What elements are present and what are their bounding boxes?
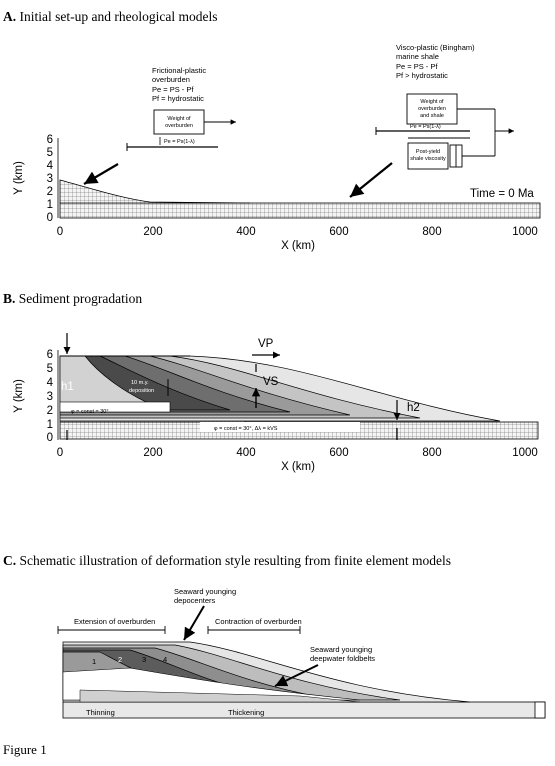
x-tick: 800 <box>422 447 442 459</box>
panel-a-shale-layer <box>60 203 540 218</box>
panel-c-foldbelts: Seaward younging <box>310 645 373 654</box>
svg-text:overburden: overburden <box>165 123 193 129</box>
x-tick: 600 <box>329 447 349 459</box>
x-tick: 200 <box>143 447 163 459</box>
panel-a-y-ticks <box>47 134 54 224</box>
x-tick: 800 <box>422 226 442 238</box>
panel-a-x-ticks <box>57 226 538 238</box>
panel-a-overburden-annotation <box>152 66 206 103</box>
svg-text:Frictional-plastic: Frictional-plastic <box>152 66 207 75</box>
svg-text:deposition: deposition <box>129 388 155 394</box>
panel-a-wedge-arrow <box>84 164 118 184</box>
y-tick: 3 <box>46 173 53 185</box>
svg-text:marine shale: marine shale <box>396 52 439 61</box>
svg-text:overburden: overburden <box>152 75 190 84</box>
panel-c-contraction: Contraction of overburden <box>215 617 302 626</box>
x-tick: 200 <box>143 226 163 238</box>
svg-text:10 m.y.: 10 m.y. <box>131 380 149 386</box>
svg-text:Post-yield: Post-yield <box>415 149 441 155</box>
y-tick: 4 <box>46 377 53 389</box>
svg-text:deepwater foldbelts: deepwater foldbelts <box>310 654 376 663</box>
svg-text:Pf = hydrostatic: Pf = hydrostatic <box>152 94 204 103</box>
panel-c-depocenters: Seaward younging <box>174 587 237 596</box>
panel-b-y-ticks <box>47 349 54 444</box>
x-tick: 1000 <box>512 226 538 238</box>
panel-b-h1: h1 <box>61 381 74 393</box>
svg-text:Pe = Ps(1-λ): Pe = Ps(1-λ) <box>164 139 195 145</box>
y-tick: 0 <box>46 432 53 444</box>
svg-text:Pe = PS - Pf: Pe = PS - Pf <box>396 62 438 71</box>
panel-c-thinning: Thinning <box>86 708 115 717</box>
x-tick: 0 <box>56 226 64 238</box>
panel-b-plot <box>13 333 538 473</box>
x-tick: 400 <box>236 447 256 459</box>
y-tick: 5 <box>46 363 53 375</box>
svg-text:overburden: overburden <box>418 106 446 112</box>
svg-text:and shale: and shale <box>420 113 444 119</box>
panel-a-shale-annotation <box>396 43 475 80</box>
panel-c-thickening: Thickening <box>228 708 265 717</box>
svg-text:Pe = Ps(1-λ): Pe = Ps(1-λ) <box>410 124 441 130</box>
svg-text:Weight of: Weight of <box>167 116 191 122</box>
figure-label: Figure 1 <box>3 742 47 757</box>
panel-a-title: A. Initial set-up and rheological models <box>3 9 218 24</box>
y-tick: 5 <box>46 147 53 159</box>
svg-text:2: 2 <box>118 655 123 664</box>
panel-a-shale-arrow <box>350 163 392 197</box>
panel-a-time-label: Time = 0 Ma <box>470 188 534 200</box>
svg-text:3: 3 <box>142 655 147 664</box>
svg-text:shale viscosity: shale viscosity <box>410 156 446 162</box>
svg-text:Weight of: Weight of <box>420 99 444 105</box>
y-tick: 6 <box>46 134 53 146</box>
y-tick: 1 <box>46 419 53 431</box>
y-tick: 1 <box>46 199 53 211</box>
panel-b-vp: VP <box>258 338 274 350</box>
y-tick: 2 <box>46 405 53 417</box>
panel-a-weight-box <box>154 110 204 134</box>
panel-b-vs: VS <box>263 376 279 388</box>
y-tick: 0 <box>46 212 53 224</box>
panel-a-plot <box>13 43 540 252</box>
svg-text:Visco-plastic (Bingham): Visco-plastic (Bingham) <box>396 43 475 52</box>
svg-text:depocenters: depocenters <box>174 596 216 605</box>
svg-text:Pf > hydrostatic: Pf > hydrostatic <box>396 71 448 80</box>
panel-b-x-label: X (km) <box>281 461 315 473</box>
panel-b-phi2: φ = const = 30°, Δλ = kVS <box>214 426 278 432</box>
panel-c-extension: Extension of overburden <box>74 617 156 626</box>
x-tick: 600 <box>329 226 349 238</box>
panel-c-schematic <box>58 587 545 718</box>
panel-c-title: C. Schematic illustration of deformation style resulting from finite element models <box>3 553 452 568</box>
panel-a-y-label: Y (km) <box>13 161 25 195</box>
panel-a-x-label: X (km) <box>281 240 315 252</box>
svg-text:1: 1 <box>92 657 97 666</box>
panel-b-x-ticks <box>57 447 538 459</box>
panel-b-h2: h2 <box>407 402 420 414</box>
x-tick: 1000 <box>512 447 538 459</box>
y-tick: 2 <box>46 186 53 198</box>
x-tick: 400 <box>236 226 256 238</box>
y-tick: 4 <box>46 160 53 172</box>
panel-b-title: B. Sediment progradation <box>3 291 143 306</box>
panel-b-y-label: Y (km) <box>13 379 25 413</box>
y-tick: 3 <box>46 391 53 403</box>
panel-b-phi1: φ = const = 30° <box>71 409 109 415</box>
svg-text:Pe = PS - Pf: Pe = PS - Pf <box>152 85 194 94</box>
panel-a-overburden-wedge <box>60 180 250 203</box>
y-tick: 6 <box>46 349 53 361</box>
x-tick: 0 <box>56 447 64 459</box>
svg-text:4: 4 <box>163 655 168 664</box>
